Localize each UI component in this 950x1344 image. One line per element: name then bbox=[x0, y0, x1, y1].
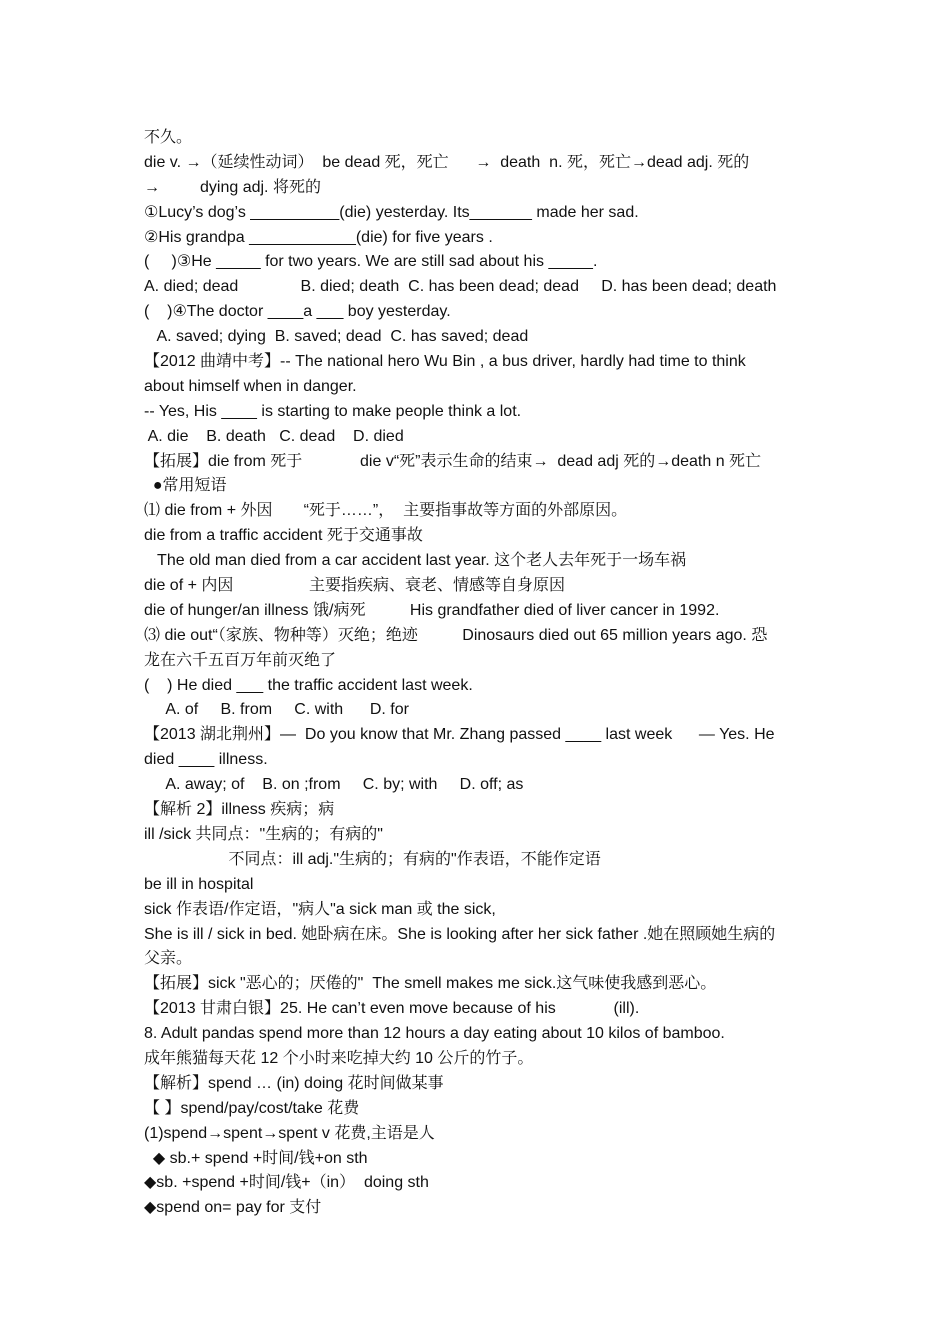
text-line: ⑴ die from + 外因 “死于……”， 主要指事故等方面的外部原因。 bbox=[144, 502, 628, 520]
text-line: ⑶ die out“（家族、物种等）灭绝；绝迹 Dinosaurs died out 65 million years ago. 恐 bbox=[144, 626, 768, 644]
bullet-item: ◆sb. +spend +时间/钱+（in） doing sth bbox=[144, 1174, 429, 1192]
text-line: die v. →（延续性动词） be dead 死，死亡 → death n. 死，死亡→dead adj. 死的 bbox=[144, 153, 750, 171]
section-heading: 【拓展】sick "恶心的；厌倦的" The smell makes me sick.这气味使我感到恶心。 bbox=[144, 975, 717, 993]
text-line: ill /sick 共同点："生病的；有病的" bbox=[144, 825, 383, 843]
answer-options: A. away; of B. on ;from C. by; with D. off; as bbox=[144, 776, 524, 794]
text-line: sick 作表语/作定语，"病人"a sick man 或 the sick, bbox=[144, 900, 496, 918]
bullet-item: ◆ sb.+ spend +时间/钱+on sth bbox=[144, 1149, 368, 1167]
section-heading: 【解析】spend … (in) doing 花时间做某事 bbox=[144, 1074, 444, 1092]
answer-options: A. of B. from C. with D. for bbox=[144, 701, 409, 719]
section-heading: 【拓展】die from 死于 die v“死”表示生命的结束→ dead adj 死的→death n 死亡 bbox=[144, 452, 762, 470]
document-page bbox=[144, 126, 814, 1221]
exercise-line: ①Lucy’s dog’s __________(die) yesterday. Its_______ made her sad. bbox=[144, 203, 639, 221]
text-line: die of + 内因 主要指疾病、衰老、情感等自身原因 bbox=[144, 577, 565, 595]
exam-question: about himself when in danger. bbox=[144, 377, 357, 395]
text-line: 成年熊猫每天花 12 个小时来吃掉大约 10 公斤的竹子。 bbox=[144, 1049, 534, 1067]
subheading: ●常用短语 bbox=[144, 477, 227, 495]
exercise-line: ( )④The doctor ____a ___ boy yesterday. bbox=[144, 303, 451, 321]
example-sentence: She is ill / sick in bed. 她卧病在床。She is looking after her sick father .她在照顾她生病的 bbox=[144, 925, 776, 943]
answer-options: A. died; dead B. died; death C. has been dead; dead D. has been dead; death bbox=[144, 278, 777, 296]
text-line: 不同点：ill adj."生病的；有病的"作表语，不能作定语 bbox=[144, 850, 601, 868]
exercise-line: ( )③He _____ for two years. We are still sad about his _____. bbox=[144, 253, 598, 271]
text-line: die of hunger/an illness 饿/病死 His grandfather died of liver cancer in 1992. bbox=[144, 601, 720, 619]
example-sentence: 8. Adult pandas spend more than 12 hours a day eating about 10 kilos of bamboo. bbox=[144, 1025, 725, 1043]
text-line: (1)spend→spent→spent v 花费,主语是人 bbox=[144, 1124, 435, 1142]
text-line: 龙在六千五百万年前灭绝了 bbox=[144, 651, 337, 669]
exam-question: died ____ illness. bbox=[144, 751, 268, 769]
answer-options: A. die B. death C. dead D. died bbox=[144, 427, 404, 445]
exam-question: 【2013 甘肃白银】25. He can’t even move because of his (ill). bbox=[144, 1000, 640, 1018]
exam-question: 【2013 湖北荆州】— Do you know that Mr. Zhang passed ____ last week — Yes. He bbox=[144, 726, 775, 744]
text-line: 不久。 bbox=[144, 129, 193, 146]
text-line: 父亲。 bbox=[144, 950, 193, 968]
text-line: → dying adj. 将死的 bbox=[144, 178, 321, 196]
exercise-line: ②His grandpa ____________(die) for five years . bbox=[144, 228, 493, 246]
text-line: be ill in hospital bbox=[144, 875, 254, 893]
bullet-item: ◆spend on= pay for 支付 bbox=[144, 1199, 322, 1217]
answer-options: A. saved; dying B. saved; dead C. has saved; dead bbox=[144, 328, 529, 346]
text-line: die from a traffic accident 死于交通事故 bbox=[144, 527, 423, 545]
example-sentence: The old man died from a car accident last year. 这个老人去年死于一场车祸 bbox=[144, 552, 687, 570]
exercise-line: ( ) He died ___ the traffic accident last week. bbox=[144, 676, 473, 694]
exam-question: 【2012 曲靖中考】-- The national hero Wu Bin , a bus driver, hardly had time to think bbox=[144, 353, 746, 371]
section-heading: 【解析 2】illness 疾病；病 bbox=[144, 801, 335, 819]
exam-question: -- Yes, His ____ is starting to make people think a lot. bbox=[144, 402, 522, 420]
section-heading: 【 】spend/pay/cost/take 花费 bbox=[144, 1099, 360, 1117]
